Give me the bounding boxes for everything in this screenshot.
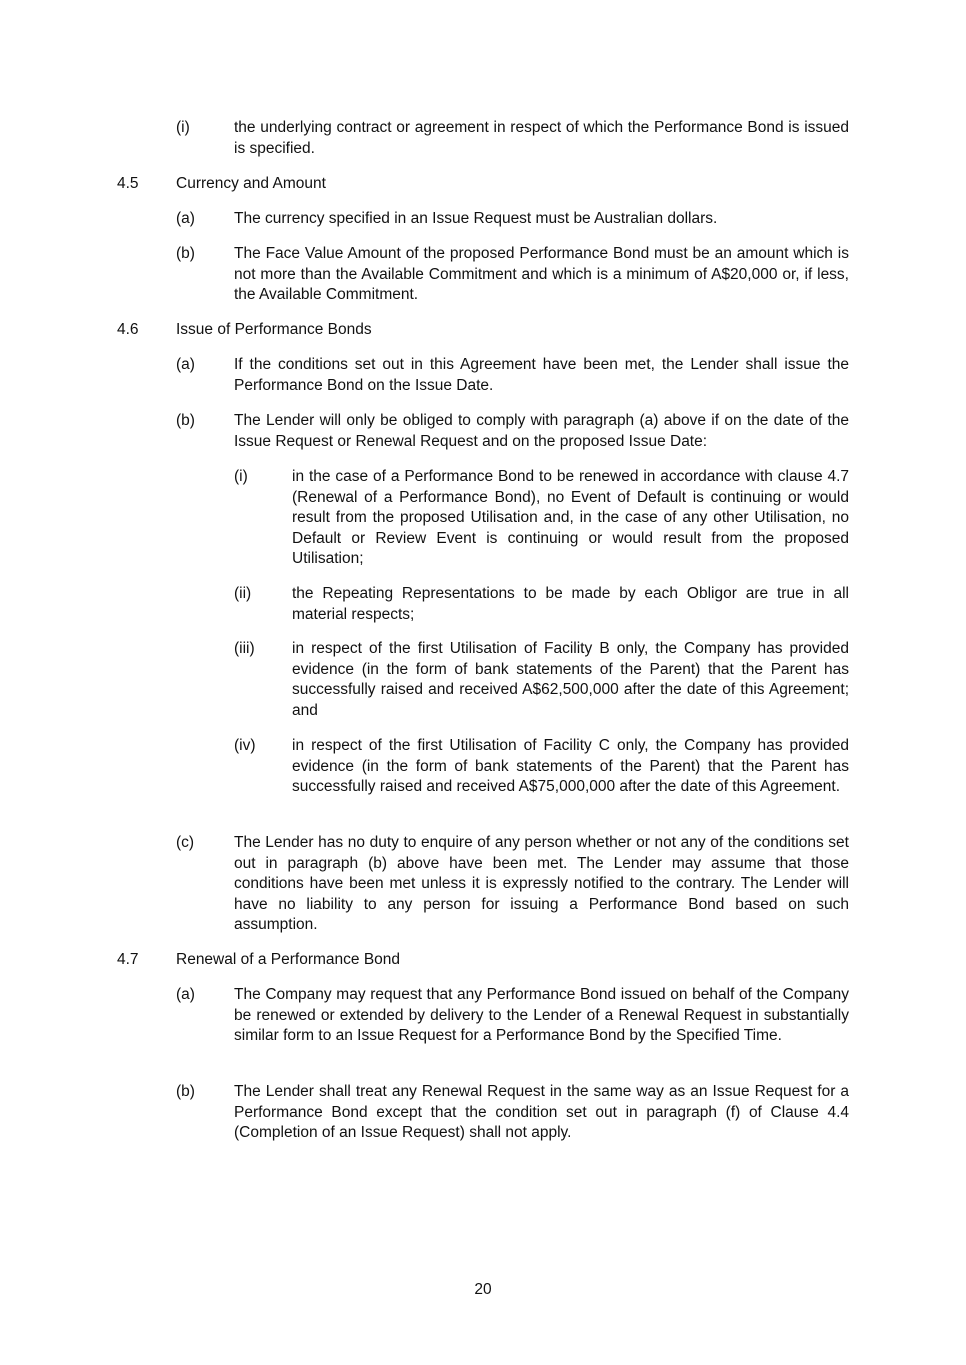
section-4-7-item-a-text: The Company may request that any Performance Bond issued on behalf of the Company be renewed or extended by delivery to the Lender of a Renewal Request in substantially similar form to an Issue Request for a Performance Bond by the Specified Time. [234,986,849,1045]
section-4-6-number: 4.6 [117,321,139,338]
section-4-5-item-b-text: The Face Value Amount of the proposed Performance Bond must be an amount which is not more than the Available Commitment and which is a minimum of A$20,000 or, if less, the Available Commitment. [234,245,849,304]
section-4-7-item-b-label: (b) [176,1083,195,1100]
section-4-5-item-b-label: (b) [176,245,195,262]
section-4-6-title: Issue of Performance Bonds [176,321,372,338]
section-4-6-subitem-i-label: (i) [234,468,248,485]
section-4-6-subitem-ii-text: the Repeating Representations to be made by each Obligor are true in all material respects; [292,585,849,623]
section-4-5-number: 4.5 [117,175,139,192]
section-4-6-item-a-text: If the conditions set out in this Agreement have been met, the Lender shall issue the Performance Bond on the Issue Date. [234,356,849,394]
section-4-6-subitem-iv-text: in respect of the first Utilisation of Facility C only, the Company has provided evidence (in the form of bank statements of the Parent) that the Parent has successfully raised and received A$75,000,000 after the date of this Agreement. [292,737,849,796]
page-number: 20 [474,1281,492,1298]
section-4-6-item-b-label: (b) [176,412,195,429]
section-4-7-item-b-text: The Lender shall treat any Renewal Request in the same way as an Issue Request for a Performance Bond except that the condition set out in paragraph (f) of Clause 4.4 (Completion of an Issue Request) shall not apply. [234,1083,849,1142]
section-4-6-subitem-i-text: in the case of a Performance Bond to be renewed in accordance with clause 4.7 (Renewal of a Performance Bond), no Event of Default is continuing or would result from the proposed Utilisation and, in the case of any other Utilisation, no Default or Review Event is continuing or would result from the proposed Utilisation; [292,468,849,568]
section-4-5-item-a-text: The currency specified in an Issue Request must be Australian dollars. [234,210,718,227]
section-4-6-item-b-text: The Lender will only be obliged to comply with paragraph (a) above if on the date of the Issue Request or Renewal Request and on the proposed Issue Date: [234,412,849,450]
section-4-5-item-a-label: (a) [176,210,195,227]
section-4-6-item-c-label: (c) [176,834,195,851]
intro-item-label: (i) [176,119,190,136]
section-4-7-number: 4.7 [117,951,139,968]
section-4-5-title: Currency and Amount [176,175,326,192]
section-4-6-subitem-iv-label: (iv) [234,737,256,754]
section-4-6-item-c-text: The Lender has no duty to enquire of any person whether or not any of the conditions set out in paragraph (b) above have been met. The Lender may assume that those conditions have been met unless it is expressly notified to the contrary. The Lender will have no liability to any person for issuing a Performance Bond based on such assumption. [234,834,849,934]
section-4-6-subitem-iii-text: in respect of the first Utilisation of Facility B only, the Company has provided evidence (in the form of bank statements of the Parent) that the Parent has successfully raised and received A$62,500,000 after the date of this Agreement; and [292,640,849,719]
section-4-6-subitem-ii-label: (ii) [234,585,252,602]
section-4-7-title: Renewal of a Performance Bond [176,951,401,968]
intro-item-text: the underlying contract or agreement in respect of which the Performance Bond is issued is specified. [234,119,849,157]
section-4-6-item-a-label: (a) [176,356,195,373]
section-4-7-item-a-label: (a) [176,986,195,1003]
section-4-6-subitem-iii-label: (iii) [234,640,255,657]
